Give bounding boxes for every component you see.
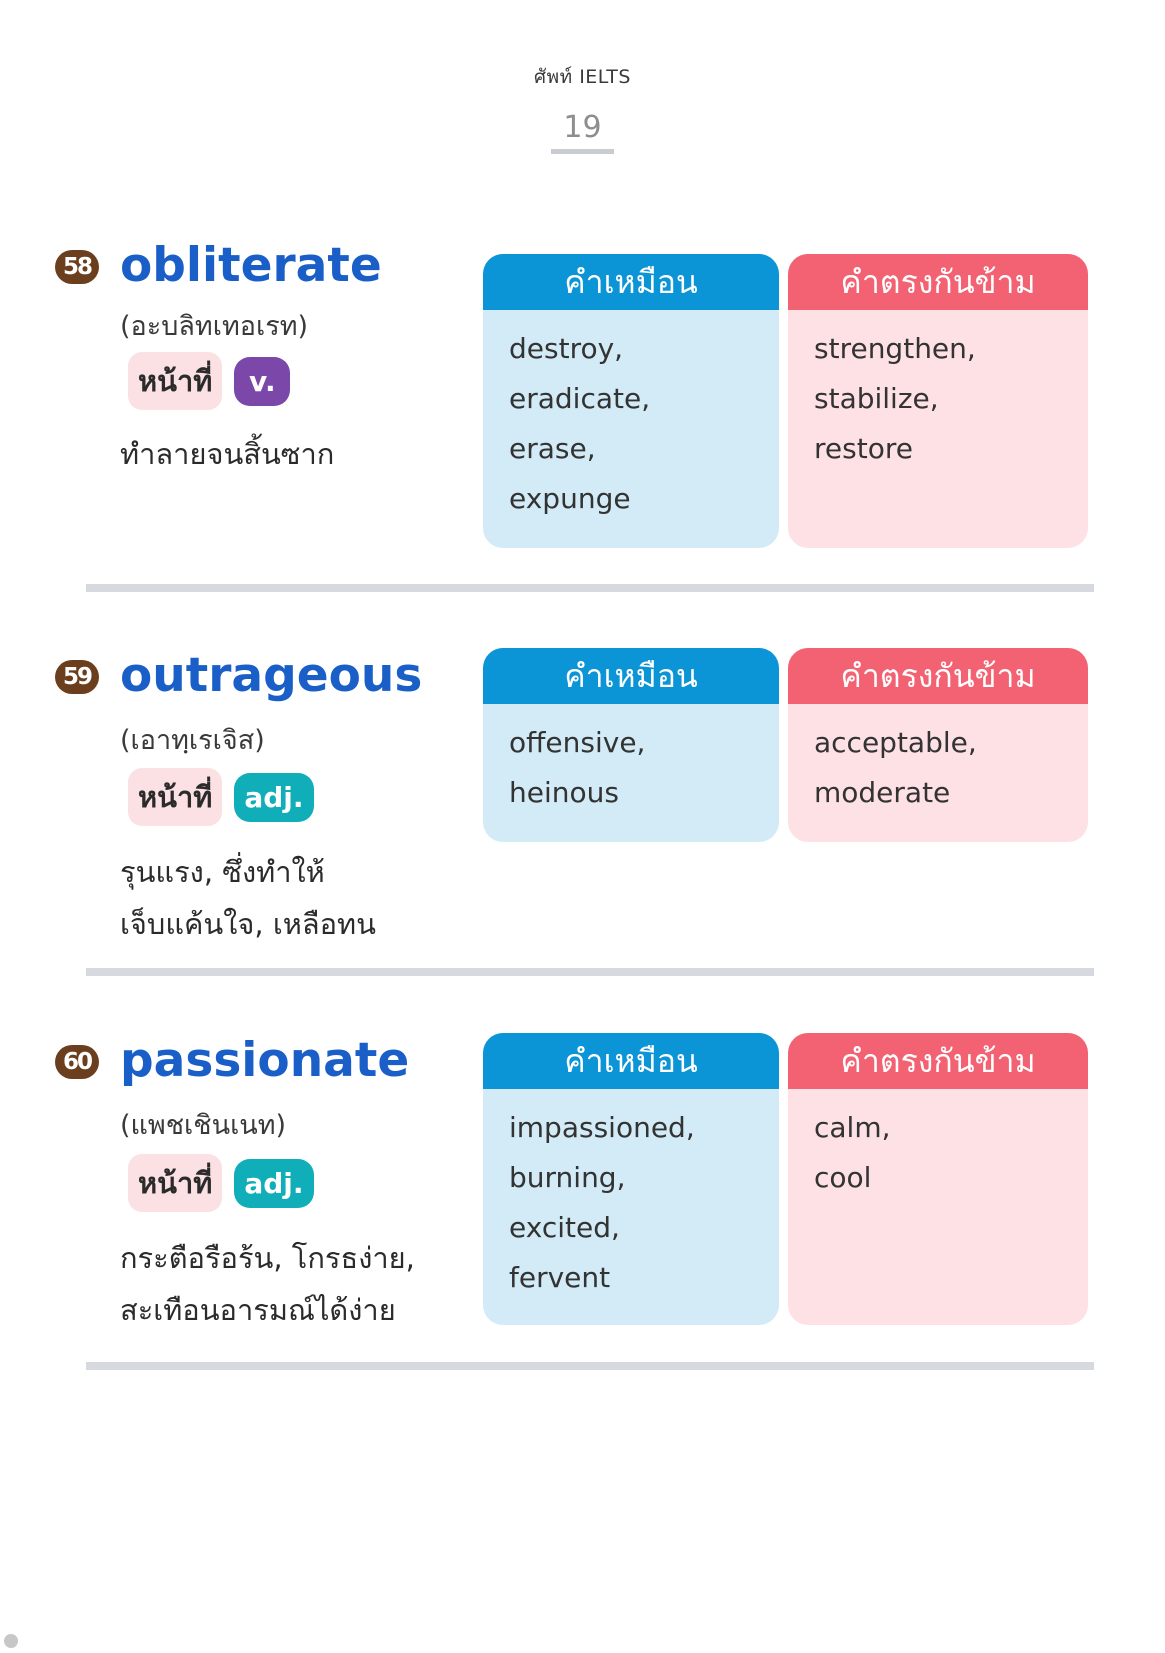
antonym-item: strengthen, — [814, 332, 976, 365]
synonym-item: heinous — [509, 776, 619, 809]
antonyms-title: คำตรงกันข้าม — [788, 1033, 1088, 1089]
meaning-line: สะเทือนอารมณ์ได้ง่าย — [120, 1293, 396, 1327]
synonym-item: fervent — [509, 1261, 611, 1294]
antonym-item: calm, — [814, 1111, 891, 1144]
vocab-word: outrageous — [120, 648, 423, 703]
part-of-speech — [128, 1154, 314, 1212]
thai-meaning — [120, 428, 334, 480]
pos-label: หน้าที่ — [128, 1154, 222, 1212]
synonyms-box — [483, 648, 779, 842]
pos-tag: adj. — [234, 773, 313, 822]
pos-label: หน้าที่ — [128, 768, 222, 826]
thai-meaning — [120, 1232, 415, 1336]
page-header — [0, 62, 1165, 154]
vocab-word: obliterate — [120, 238, 382, 293]
book-title: ศัพท์ IELTS — [534, 66, 631, 88]
pronunciation: (เอาทฺเรเจิส) — [120, 725, 265, 756]
antonym-item: restore — [814, 432, 913, 465]
thai-meaning — [120, 846, 376, 950]
antonyms-box — [788, 254, 1088, 548]
synonym-item: destroy, — [509, 332, 624, 365]
synonyms-box — [483, 254, 779, 548]
pos-label: หน้าที่ — [128, 352, 222, 410]
vocab-word: passionate — [120, 1033, 410, 1088]
section-divider — [86, 584, 1094, 592]
synonyms-title: คำเหมือน — [483, 254, 779, 310]
antonym-item: acceptable, — [814, 726, 977, 759]
meaning-line: กระตือรือร้น, โกรธง่าย, — [120, 1241, 415, 1275]
synonyms-title: คำเหมือน — [483, 1033, 779, 1089]
meaning-line: ทำลายจนสิ้นซาก — [120, 437, 335, 471]
entry-number-badge: 59 — [55, 660, 99, 694]
section-divider — [86, 968, 1094, 976]
synonym-item: expunge — [509, 482, 631, 515]
synonyms-title: คำเหมือน — [483, 648, 779, 704]
pos-tag: v. — [234, 357, 290, 406]
antonyms-title: คำตรงกันข้าม — [788, 254, 1088, 310]
antonyms-box — [788, 648, 1088, 842]
section-divider — [86, 1362, 1094, 1370]
entry-number-badge: 58 — [55, 250, 99, 284]
pos-tag: adj. — [234, 1159, 313, 1208]
synonym-item: impassioned, — [509, 1111, 695, 1144]
pronunciation: (แพชเชินเนท) — [120, 1110, 287, 1141]
corner-dot — [4, 1634, 18, 1648]
antonyms-box — [788, 1033, 1088, 1325]
synonym-item: erase, — [509, 432, 596, 465]
entry-number-badge: 60 — [55, 1045, 99, 1079]
antonyms-title: คำตรงกันข้าม — [788, 648, 1088, 704]
antonym-item: cool — [814, 1161, 872, 1194]
synonym-item: burning, — [509, 1161, 626, 1194]
synonym-item: eradicate, — [509, 382, 651, 415]
page-number: 19 — [551, 110, 613, 154]
synonym-item: excited, — [509, 1211, 620, 1244]
synonyms-box — [483, 1033, 779, 1325]
pronunciation: (อะบลิทเทอเรท) — [120, 311, 309, 342]
part-of-speech — [128, 768, 314, 826]
meaning-line: เจ็บแค้นใจ, เหลือทน — [120, 907, 376, 941]
meaning-line: รุนแรง, ซึ่งทำให้ — [120, 855, 325, 889]
synonym-item: offensive, — [509, 726, 646, 759]
part-of-speech — [128, 352, 290, 410]
antonym-item: moderate — [814, 776, 951, 809]
antonym-item: stabilize, — [814, 382, 939, 415]
